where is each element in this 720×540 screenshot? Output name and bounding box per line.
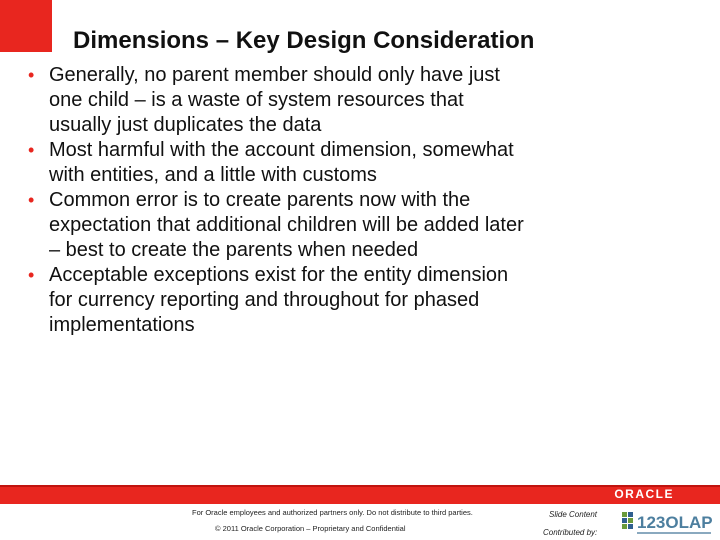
bullet-line: – best to create the parents when needed [49,239,419,261]
olap-logo-icon [620,508,715,538]
bullet-line: with entities, and a little with customs [49,164,377,186]
bullet-item [28,188,708,263]
bullet-line: implementations [49,314,195,336]
partner-logo-text: 123OLAP [637,513,713,532]
footer-disclaimer: For Oracle employees and authorized partners only. Do not distribute to third parties. [192,508,473,517]
bullet-item [28,63,708,138]
bullet-line: Acceptable exceptions exist for the entity dimension [49,264,509,286]
bullet-dot-icon: • [28,265,35,285]
bullet-item [28,138,708,188]
bullet-list [28,63,708,338]
bullet-item [28,263,708,338]
corner-accent-square [0,0,52,52]
bullet-dot-icon: • [28,65,35,85]
bullet-line: usually just duplicates the data [49,114,322,136]
bullet-dot-icon: • [28,140,35,160]
slide-content-label: Slide Content [549,510,598,519]
bullet-line: one child – is a waste of system resources that [49,89,464,111]
footer-bar-shade [0,485,720,487]
bullet-line: Most harmful with the account dimension, somewhat [49,139,514,161]
oracle-logo: ORACLE [614,487,674,501]
bullet-dot-icon: • [28,190,35,210]
bullet-line: expectation that additional children will be added later [49,214,524,236]
footer-bar [0,485,720,504]
footer-copyright: © 2011 Oracle Corporation – Proprietary and Confidential [215,524,406,533]
bullet-line: for currency reporting and throughout for phased [49,289,480,311]
contributed-by-label: Contributed by: [543,528,598,537]
bullet-line: Common error is to create parents now with the [49,189,471,211]
partner-logo [620,508,715,538]
slide-title: Dimensions – Key Design Consideration [73,27,535,54]
bullet-line: Generally, no parent member should only have just [49,64,500,86]
